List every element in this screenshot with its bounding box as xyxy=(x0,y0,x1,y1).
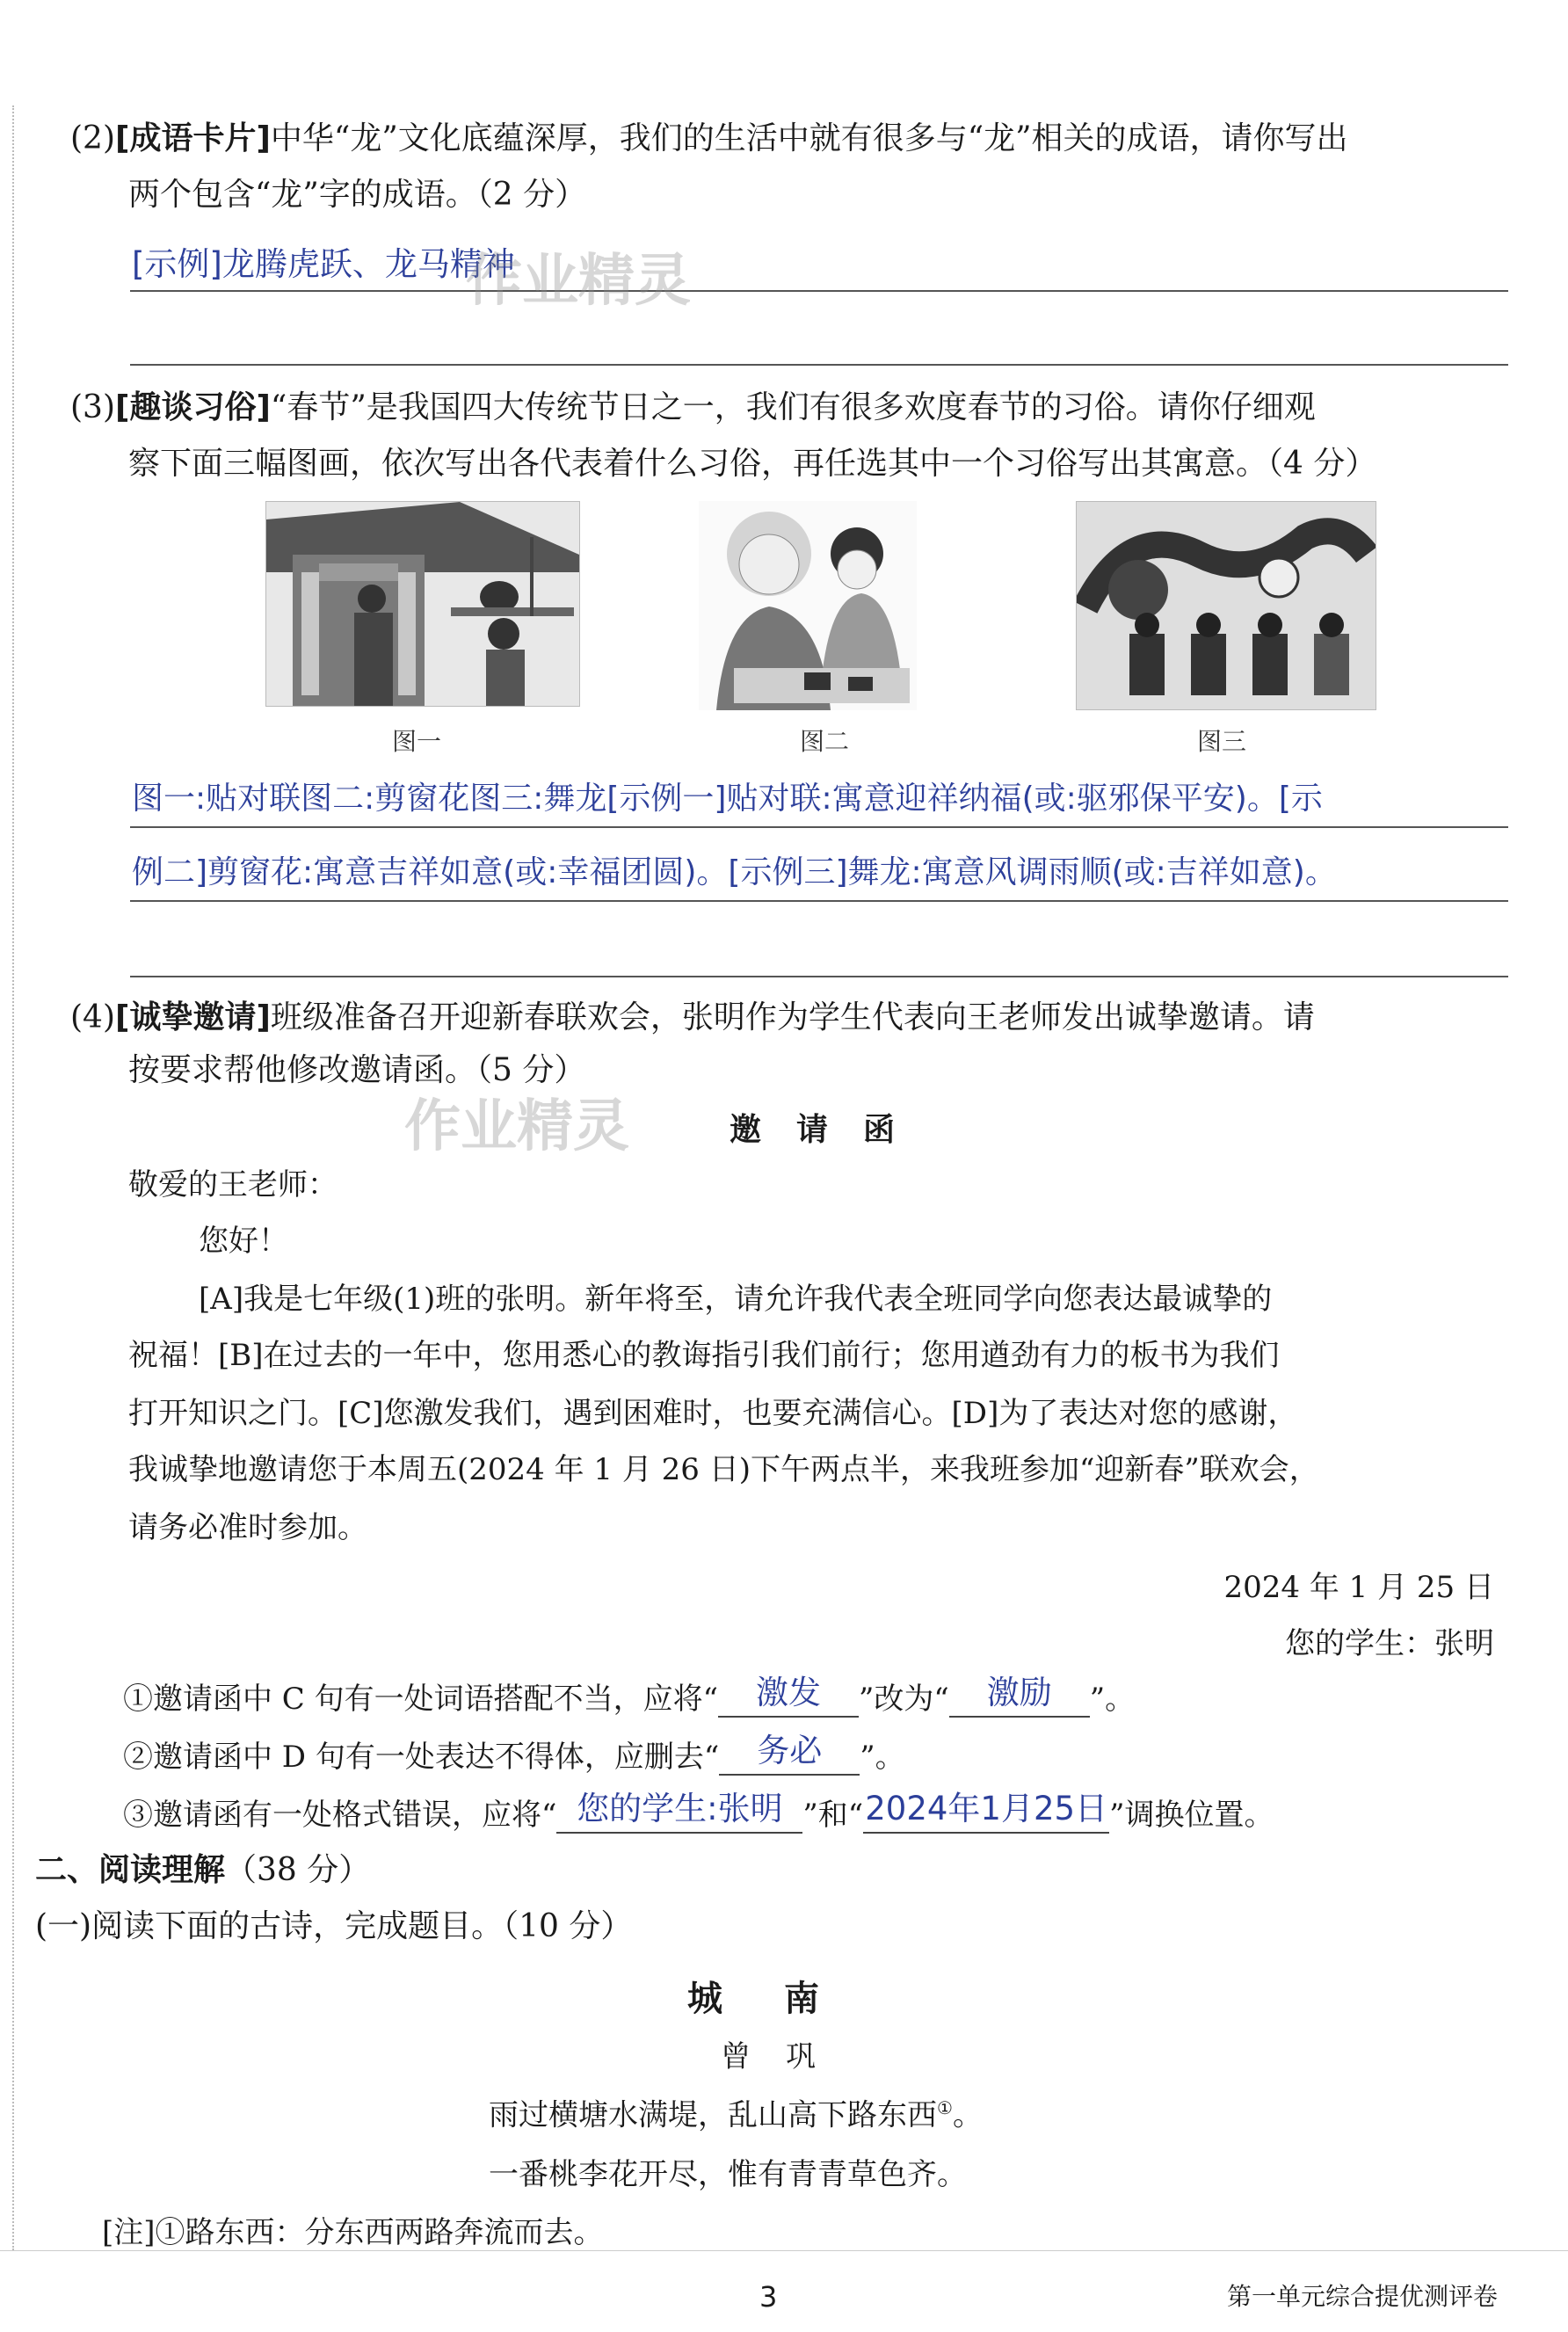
q3-answer-rule-3 xyxy=(130,976,1508,977)
q4-sub1-answer-b: 激励 xyxy=(986,1673,1052,1711)
page-number: 3 xyxy=(759,2280,778,2314)
q4-sub3-pre: ③邀请函有一处格式错误，应将“ xyxy=(123,1798,557,1834)
letter-greeting: 您好！ xyxy=(199,1224,288,1259)
section2-title: 二、阅读理解 xyxy=(35,1852,226,1888)
footer-title: 第一单元综合提优测评卷 xyxy=(1226,2282,1498,2311)
poem-line-1-end: 。 xyxy=(952,2097,983,2133)
q4-sub3 xyxy=(123,1789,1274,1834)
picture-paper-cutting xyxy=(699,501,917,710)
q4-sub1-answer-a: 激发 xyxy=(756,1673,822,1711)
q4-sub1-pre: ①邀请函中 C 句有一处词语搭配不当，应将“ xyxy=(123,1682,719,1718)
letter-para-1: [A]我是七年级(1)班的张明。新年将至，请允许我代表全班同学向您表达最诚挚的 xyxy=(199,1282,1273,1317)
q4-tag: [诚挚邀请] xyxy=(115,999,271,1035)
q3-line2: 察下面三幅图画，依次写出各代表着什么习俗，再任选其中一个习俗写出其寓意。（4 分） xyxy=(128,446,1377,482)
q2-line1 xyxy=(70,120,1348,157)
letter-date: 2024 年 1 月 25 日 xyxy=(1223,1570,1494,1605)
section2-score: （38 分） xyxy=(225,1852,371,1888)
poem-line-2: 一番桃李花开尽，惟有青青草色齐。 xyxy=(489,2157,967,2192)
q4-sub1 xyxy=(123,1673,1136,1718)
q3-tag: [趣谈习俗] xyxy=(115,389,271,425)
margin-line xyxy=(12,105,14,2250)
q3-answer-rule-2 xyxy=(130,900,1508,902)
q4-num: (4) xyxy=(70,999,115,1035)
watermark-1: 作业精灵 xyxy=(466,249,691,314)
q3-answer-line2: 例二]剪窗花:寓意吉祥如意(或:幸福团圆)。[示例三]舞龙:寓意风调雨顺(或:吉祥如意)。 xyxy=(132,854,1337,890)
q3-text1: “春节”是我国四大传统节日之一，我们有很多欢度春节的习俗。请你仔细观 xyxy=(270,389,1316,425)
q4-sub2 xyxy=(123,1731,905,1776)
q2-answer-line-2 xyxy=(130,364,1508,366)
q3-answer-line1: 图一:贴对联图二:剪窗花图三:舞龙[示例一]贴对联:寓意迎祥纳福(或:驱邪保平安)。[示 xyxy=(132,781,1323,817)
letter-para-5: 请务必准时参加。 xyxy=(128,1510,367,1545)
picture-couplets xyxy=(265,501,580,707)
q4-sub3-post: ”调换位置。 xyxy=(1109,1798,1274,1834)
poem-title: 城南 xyxy=(687,1979,881,2019)
poem-line-1-text: 雨过横塘水满堤，乱山高下路东西 xyxy=(489,2097,937,2133)
poem-note: [注]①路东西：分东西两路奔流而去。 xyxy=(102,2215,604,2250)
paper-cutting-illustration-icon xyxy=(699,501,917,710)
q4-sub1-mid: ”改为“ xyxy=(859,1682,949,1718)
q4-sub2-answer: 务必 xyxy=(757,1731,823,1769)
q2-answer: [示例]龙腾虎跃、龙马精神 xyxy=(132,245,515,283)
q4-sub3-answer-b: 2024年1月25日 xyxy=(865,1789,1108,1827)
letter-para-3: 打开知识之门。[C]您激发我们，遇到困难时，也要充满信心。[D]为了表达对您的感谢， xyxy=(128,1396,1298,1431)
q4-sub3-answer-a: 您的学生:张明 xyxy=(577,1789,783,1827)
q4-sub1-post: ”。 xyxy=(1089,1682,1136,1718)
caption-picture-3: 图三 xyxy=(1197,727,1247,756)
q4-line2: 按要求帮他修改邀请函。（5 分） xyxy=(128,1052,586,1088)
letter-signature: 您的学生：张明 xyxy=(1285,1626,1494,1661)
letter-salutation: 敬爱的王老师： xyxy=(128,1167,338,1202)
q2-answer-line-1 xyxy=(130,290,1508,292)
q2-line2: 两个包含“龙”字的成语。（2 分） xyxy=(128,177,587,213)
q4-sub3-mid: ”和“ xyxy=(802,1798,864,1834)
poem-author: 曾巩 xyxy=(721,2039,851,2074)
watermark-2: 作业精灵 xyxy=(404,1094,629,1159)
letter-para-4: 我诚挚地邀请您于本周五(2024 年 1 月 26 日)下午两点半，来我班参加“迎新春”联欢会， xyxy=(128,1452,1319,1487)
q2-text1: 中华“龙”文化底蕴深厚，我们的生活中就有很多与“龙”相关的成语，请你写出 xyxy=(270,120,1348,156)
section2-heading xyxy=(35,1851,370,1889)
q3-num: (3) xyxy=(70,389,115,425)
q4-text1: 班级准备召开迎新春联欢会，张明作为学生代表向王老师发出诚挚邀请。请 xyxy=(270,999,1315,1035)
poem-footnote-mark: ① xyxy=(937,2097,953,2118)
letter-title: 邀请函 xyxy=(730,1112,931,1148)
footer-rule xyxy=(0,2250,1568,2251)
letter-para-2: 祝福！[B]在过去的一年中，您用悉心的教诲指引我们前行；您用遒劲有力的板书为我们 xyxy=(128,1338,1280,1373)
caption-picture-2: 图二 xyxy=(800,727,850,756)
q4-sub2-blank[interactable] xyxy=(719,1731,860,1776)
caption-picture-1: 图一 xyxy=(392,727,442,756)
q2-num: (2) xyxy=(70,120,115,156)
q4-sub2-post: ”。 xyxy=(860,1740,905,1776)
q4-sub3-blank-a[interactable] xyxy=(556,1789,802,1834)
q4-sub1-blank-b[interactable] xyxy=(949,1673,1090,1718)
q4-sub3-blank-b[interactable] xyxy=(863,1789,1109,1834)
q4-sub2-pre: ②邀请函中 D 句有一处表达不得体，应删去“ xyxy=(123,1740,720,1776)
q2-tag: [成语卡片] xyxy=(115,120,271,156)
poem-line-1 xyxy=(489,2097,983,2133)
dragon-dance-illustration-icon xyxy=(1077,502,1376,709)
q4-line1 xyxy=(70,999,1315,1036)
q3-answer-rule-1 xyxy=(130,826,1508,828)
q3-line1 xyxy=(70,389,1316,426)
q4-sub1-blank-a[interactable] xyxy=(718,1673,859,1718)
section2-sub: (一)阅读下面的古诗，完成题目。（10 分） xyxy=(35,1908,633,1944)
picture-dragon-dance xyxy=(1076,501,1376,710)
couplets-illustration-icon xyxy=(266,502,579,706)
